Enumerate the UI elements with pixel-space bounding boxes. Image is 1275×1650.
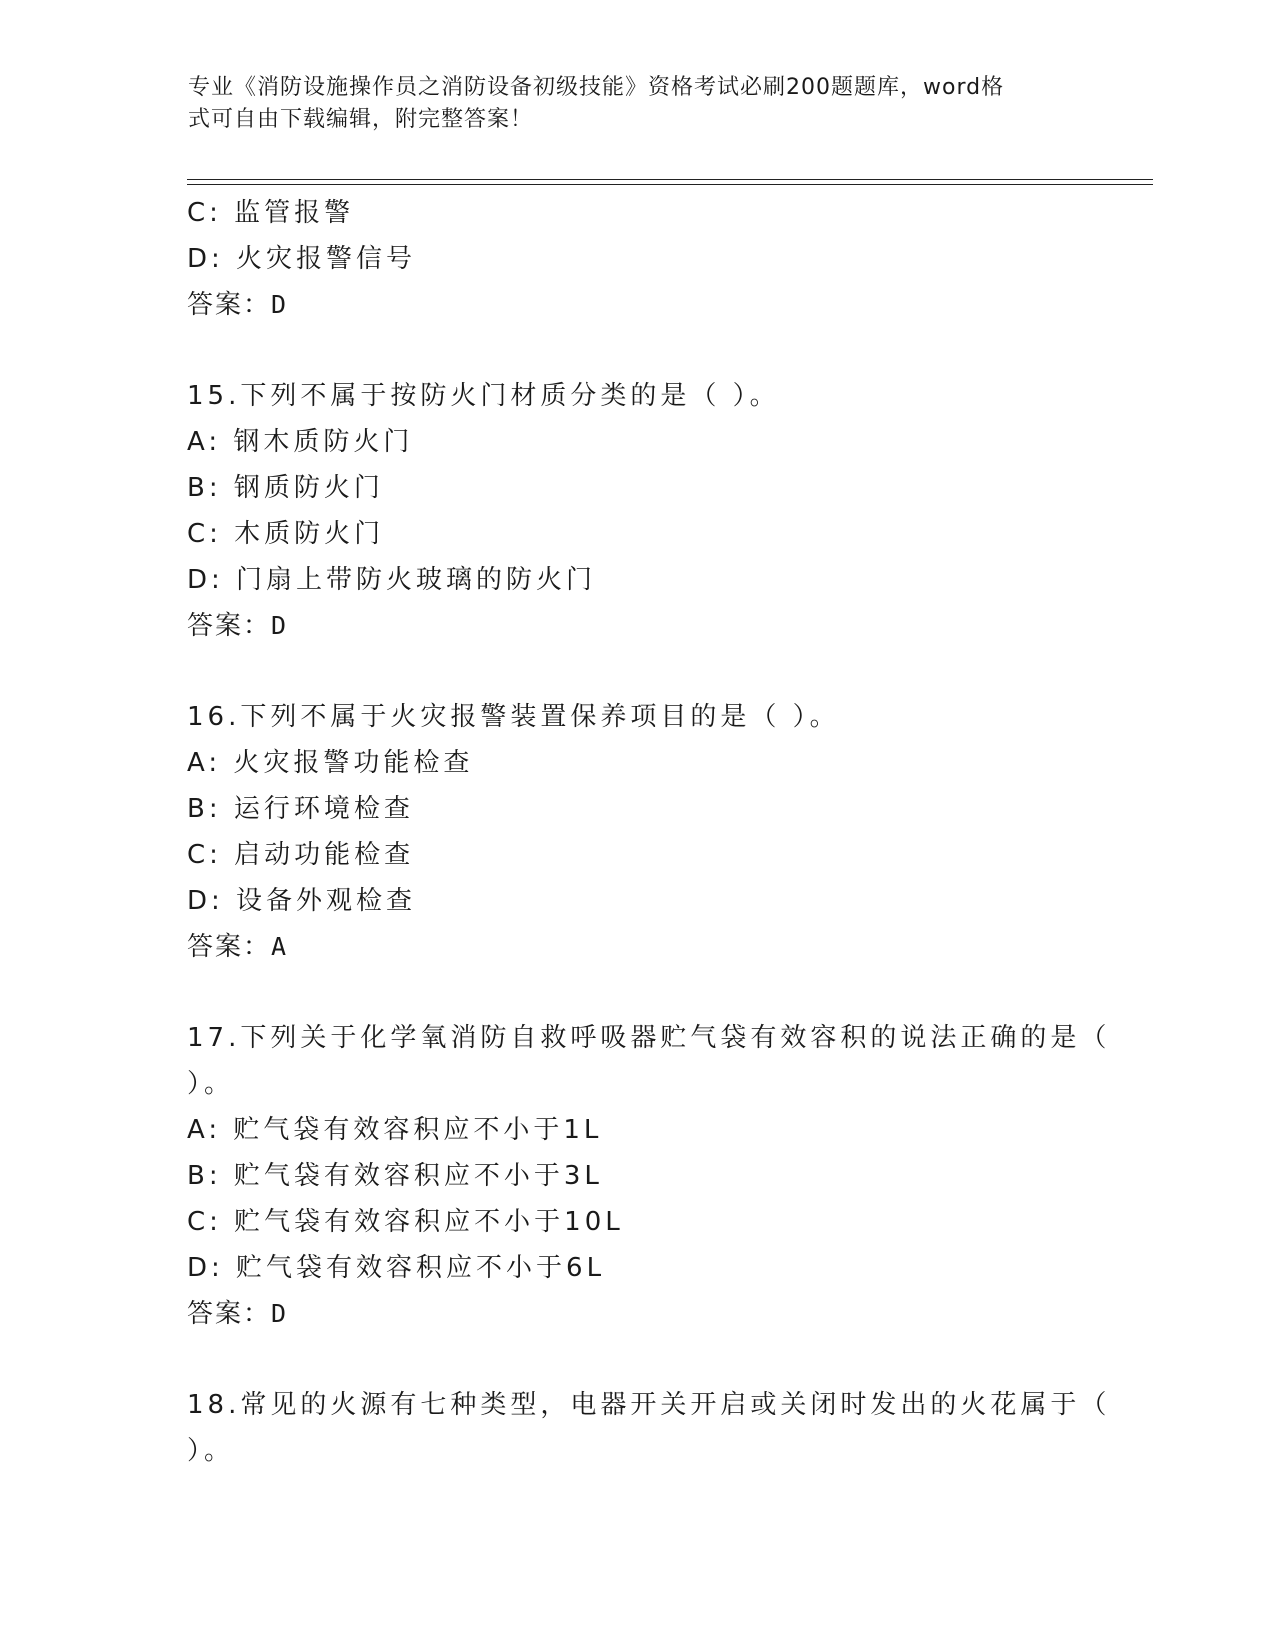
option-b: B: 贮气袋有效容积应不小于3L	[187, 1161, 603, 1191]
document-header	[188, 72, 1068, 136]
header-divider-bottom	[187, 184, 1153, 185]
question-list	[187, 190, 1111, 1474]
option-d: D: 设备外观检查	[187, 886, 417, 916]
answer-line	[187, 603, 1087, 649]
header-line-2: 式可自由下载编辑，附完整答案！	[188, 107, 534, 132]
option-a: A: 钢木质防火门	[187, 427, 414, 457]
answer-value: D	[271, 611, 287, 640]
option-d: D: 门扇上带防火玻璃的防火门	[187, 565, 597, 595]
option-b: B: 运行环境检查	[187, 794, 414, 824]
question-title: 18.常见的火源有七种类型，电器开关开启或关闭时发出的火花属于（	[187, 1390, 1111, 1420]
option-b: B: 钢质防火门	[187, 473, 384, 503]
option-c: C: 木质防火门	[187, 519, 385, 549]
option-a: A: 火灾报警功能检查	[187, 748, 474, 778]
answer-value: A	[271, 932, 287, 961]
answer-value: D	[271, 290, 287, 319]
question-title: 17.下列关于化学氧消防自救呼吸器贮气袋有效容积的说法正确的是（	[187, 1023, 1111, 1053]
option-a: A: 贮气袋有效容积应不小于1L	[187, 1115, 603, 1145]
answer-label: 答案：	[187, 1299, 272, 1329]
question-title-continued: ）。	[187, 1069, 235, 1099]
question-title: 16.下列不属于火灾报警装置保养项目的是（ ）。	[187, 702, 840, 732]
option-d: D: 火灾报警信号	[187, 244, 417, 274]
answer-label: 答案：	[187, 290, 272, 320]
option-c: C: 监管报警	[187, 198, 355, 228]
answer-line	[187, 924, 1087, 970]
header-line-1: 专业《消防设施操作员之消防设备初级技能》资格考试必刷200题题库，word格	[188, 75, 1005, 100]
answer-line	[187, 282, 1087, 328]
answer-label: 答案：	[187, 611, 272, 641]
answer-line	[187, 1291, 1087, 1337]
option-d: D: 贮气袋有效容积应不小于6L	[187, 1253, 606, 1283]
question-title: 15.下列不属于按防火门材质分类的是（ ）。	[187, 381, 780, 411]
option-c: C: 贮气袋有效容积应不小于10L	[187, 1207, 624, 1237]
option-c: C: 启动功能检查	[187, 840, 415, 870]
answer-label: 答案：	[187, 932, 272, 962]
question-title-continued: ）。	[187, 1436, 235, 1466]
answer-value: D	[271, 1299, 287, 1328]
header-divider-top	[187, 179, 1153, 180]
